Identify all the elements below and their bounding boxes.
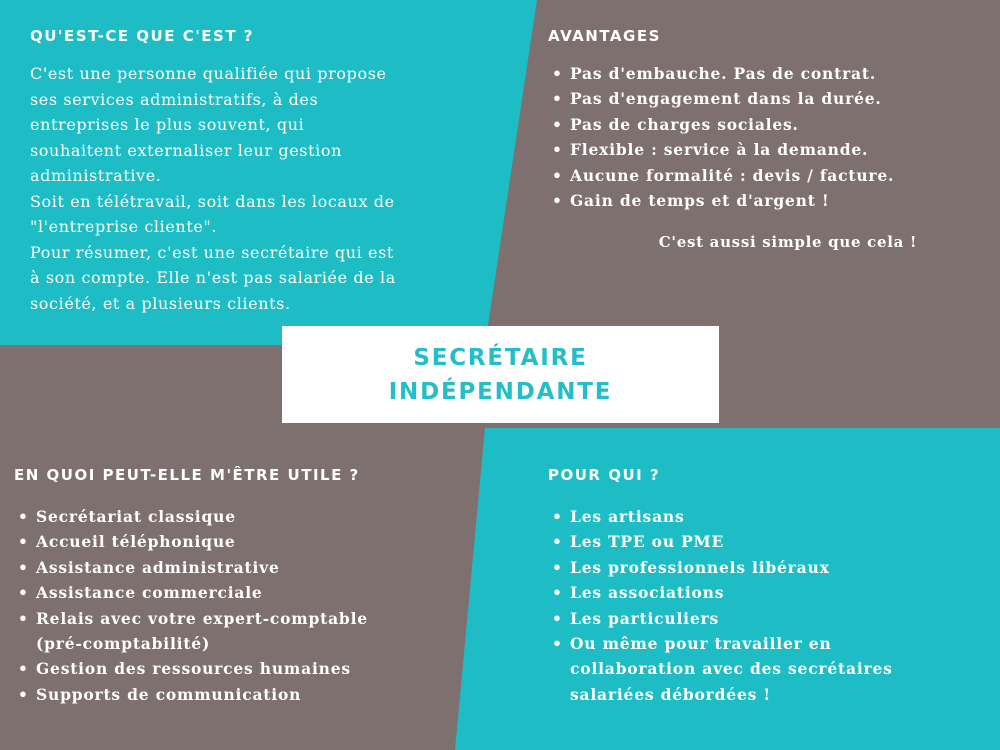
list-item: • Assistance administrative	[14, 555, 434, 580]
bullet-icon: •	[18, 532, 29, 552]
bullet-icon: •	[18, 557, 29, 577]
what-section	[30, 27, 470, 316]
list-item: • Gain de temps et d'argent !	[548, 188, 968, 213]
bullet-icon: •	[552, 608, 563, 628]
list-item: • Les professionnels libéraux	[548, 555, 928, 580]
list-item: • Les artisans	[548, 504, 928, 529]
what-line: à son compte. Elle n'est pas salariée de la	[30, 268, 396, 287]
advantages-heading: AVANTAGES	[548, 27, 661, 45]
useful-section	[14, 466, 434, 707]
title-box	[282, 326, 719, 423]
for-whom-heading: POUR QUI ?	[548, 466, 661, 484]
bullet-icon: •	[552, 89, 563, 109]
what-heading: QU'EST-CE QUE C'EST ?	[30, 27, 255, 45]
what-line: entreprises le plus souvent, qui	[30, 115, 305, 134]
advantages-list	[548, 61, 968, 213]
bullet-icon: •	[18, 583, 29, 603]
list-item: • Les associations	[548, 580, 928, 605]
list-item: • Supports de communication	[14, 682, 434, 707]
bullet-icon: •	[552, 191, 563, 211]
what-line: Soit en télétravail, soit dans les locaux de	[30, 191, 395, 211]
what-line: C'est une personne qualifiée qui propose	[30, 64, 387, 83]
bullet-icon: •	[552, 165, 563, 185]
list-item: • Relais avec votre expert-comptable (pré-comptabilité)	[14, 606, 396, 657]
what-description	[30, 61, 470, 316]
what-line: ses services administratifs, à des	[30, 89, 319, 109]
list-item: • Aucune formalité : devis / facture.	[548, 163, 968, 188]
list-item: • Pas d'embauche. Pas de contrat.	[548, 61, 968, 86]
what-line: société, et a plusieurs clients.	[30, 293, 291, 313]
bullet-icon: •	[552, 114, 563, 134]
bullet-icon: •	[18, 507, 29, 526]
bullet-icon: •	[552, 64, 563, 83]
list-item: • Les particuliers	[548, 606, 928, 631]
list-item: • Accueil téléphonique	[14, 529, 434, 554]
useful-heading: EN QUOI PEUT-ELLE M'ÊTRE UTILE ?	[14, 466, 360, 484]
list-item: • Pas d'engagement dans la durée.	[548, 86, 968, 111]
what-line: souhaitent externaliser leur gestion	[30, 140, 342, 160]
title-line-1: SECRÉTAIRE	[413, 344, 588, 371]
list-item: • Gestion des ressources humaines	[14, 656, 434, 681]
for-whom-list	[548, 504, 928, 707]
bullet-icon: •	[18, 608, 29, 628]
bullet-icon: •	[552, 557, 563, 577]
bullet-icon: •	[18, 684, 29, 704]
advantages-section	[548, 27, 968, 251]
list-item: • Assistance commerciale	[14, 580, 434, 605]
list-item: • Flexible : service à la demande.	[548, 137, 968, 162]
bullet-icon: •	[552, 140, 563, 160]
useful-list	[14, 504, 434, 707]
list-item: • Secrétariat classique	[14, 504, 434, 529]
bullet-icon: •	[552, 634, 563, 654]
bullet-icon: •	[552, 583, 563, 603]
bullet-icon: •	[552, 532, 563, 552]
title-line-2: INDÉPENDANTE	[388, 378, 613, 405]
what-line: administrative.	[30, 166, 162, 185]
list-item: • Les TPE ou PME	[548, 529, 928, 554]
list-item: • Ou même pour travailler en collaboration avec des secrétaires salariées débordées !	[548, 631, 910, 707]
advantages-tagline: C'est aussi simple que cela !	[658, 233, 918, 252]
bullet-icon: •	[18, 659, 29, 679]
for-whom-section	[548, 466, 928, 707]
what-line: Pour résumer, c'est une secrétaire qui est	[30, 242, 394, 262]
list-item: • Pas de charges sociales.	[548, 112, 968, 137]
what-line: "l'entreprise cliente".	[30, 217, 218, 236]
bullet-icon: •	[552, 507, 563, 526]
